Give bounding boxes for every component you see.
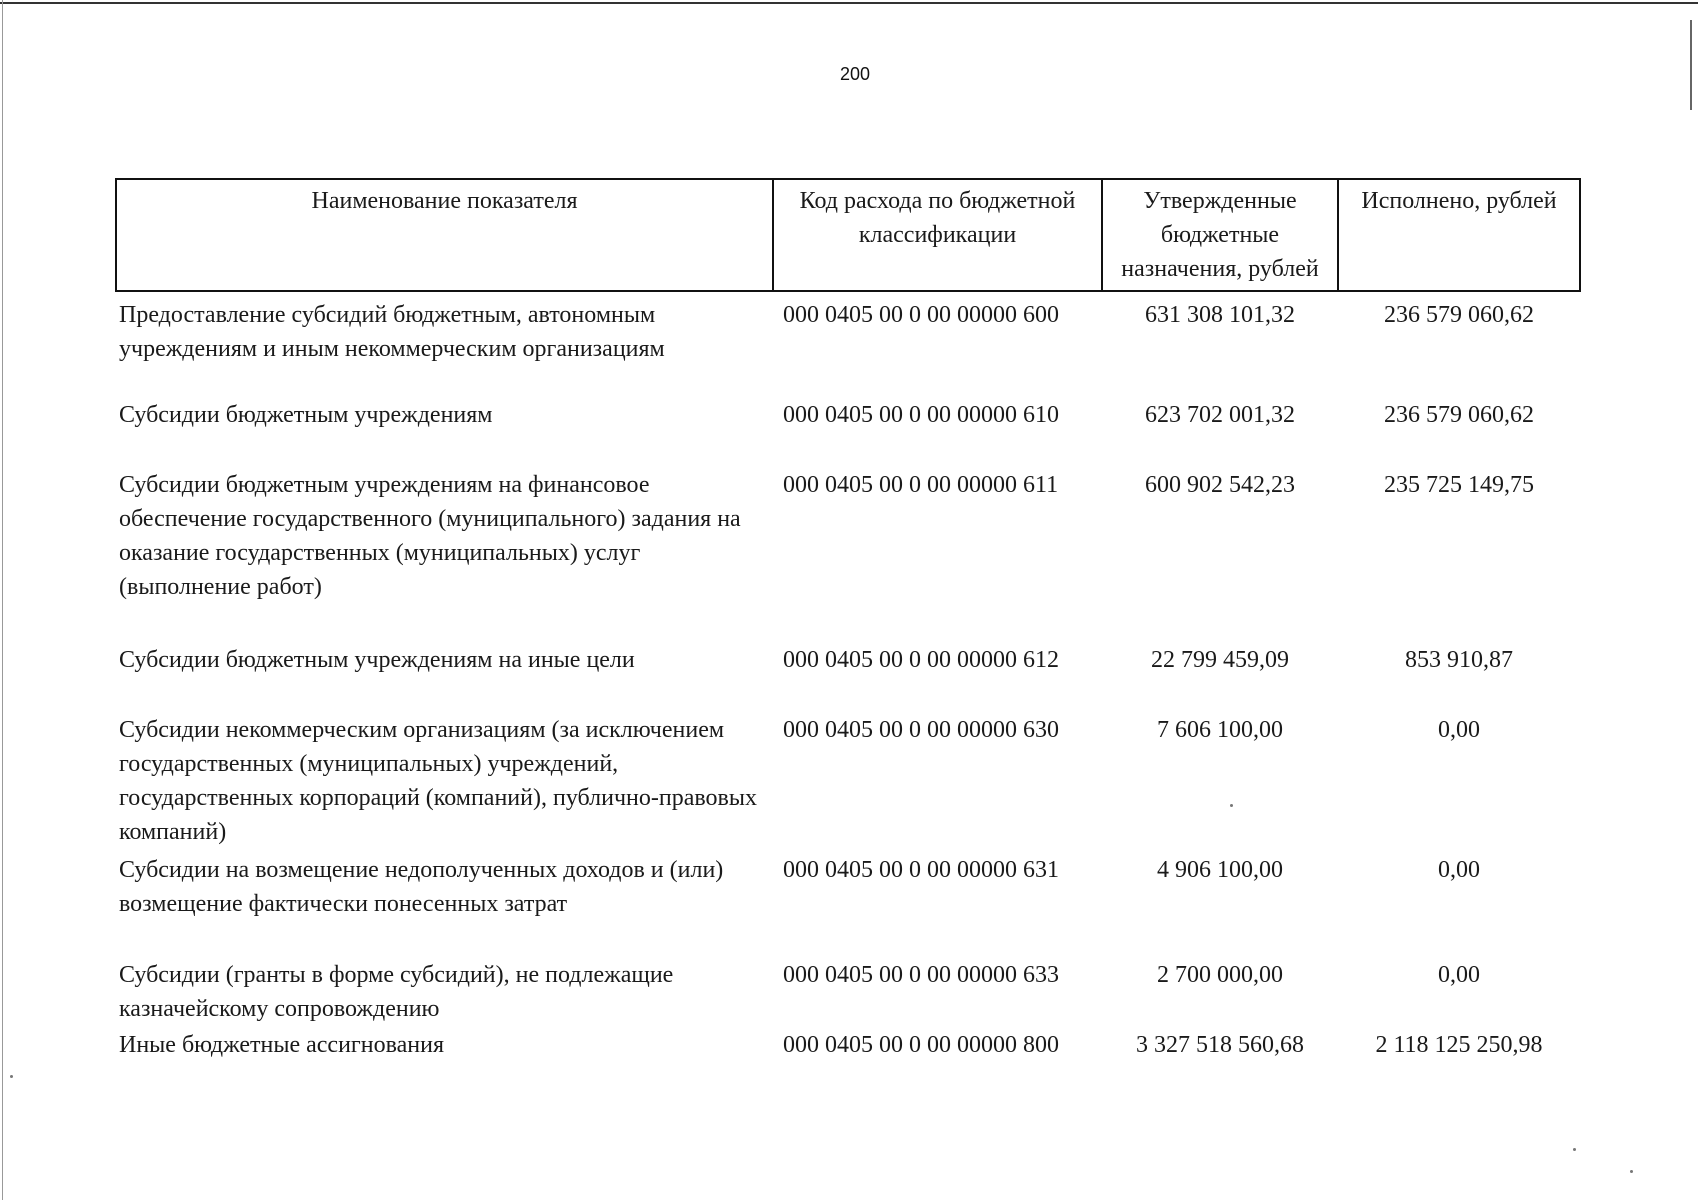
page-number: 200: [839, 64, 871, 84]
header-approved: Утвержденные бюджетные назначения, рублей: [1102, 179, 1338, 291]
row-code: 000 0405 00 0 00 00000 630: [783, 717, 1059, 743]
table-row: [116, 468, 1580, 643]
row-executed: 0,00: [1438, 857, 1480, 883]
scan-speck: [10, 1075, 13, 1078]
row-approved: 22 799 459,09: [1151, 647, 1289, 673]
header-name: Наименование показателя: [116, 179, 773, 291]
scan-speck: [1573, 1148, 1576, 1151]
table-row: [116, 643, 1580, 713]
row-code: 000 0405 00 0 00 00000 633: [783, 962, 1059, 988]
table-row: [116, 1028, 1580, 1068]
header-code: Код расхода по бюджетной классификации: [773, 179, 1102, 291]
row-code: 000 0405 00 0 00 00000 600: [783, 302, 1059, 328]
row-name: Субсидии бюджетным учреждениям на иные цели: [119, 647, 635, 673]
row-name: Субсидии на возмещение недополученных доходов и (или) возмещение фактически понесенных затрат: [119, 857, 724, 917]
row-name: Субсидии (гранты в форме субсидий), не подлежащие казначейскому сопровождению: [119, 962, 674, 1022]
scan-speck: [1230, 804, 1233, 807]
row-approved: 2 700 000,00: [1157, 962, 1283, 988]
row-executed: 2 118 125 250,98: [1375, 1032, 1543, 1058]
row-executed: 853 910,87: [1405, 647, 1513, 673]
top-border-line: [0, 2, 1698, 4]
row-approved: 3 327 518 560,68: [1136, 1032, 1304, 1058]
row-executed: 236 579 060,62: [1384, 402, 1534, 428]
row-name: Субсидии бюджетным учреждениям: [119, 402, 493, 428]
row-code: 000 0405 00 0 00 00000 610: [783, 402, 1059, 428]
table-row: [116, 398, 1580, 468]
table-row: [116, 291, 1580, 398]
left-border-line: [2, 0, 3, 1200]
table-row: [116, 713, 1580, 853]
row-approved: 4 906 100,00: [1157, 857, 1283, 883]
row-name: Субсидии некоммерческим организациям (за исключением государственных (муниципальных) учреждений, государственных корпораций (компаний), публично-правовых компаний): [119, 717, 757, 845]
row-name: Иные бюджетные ассигнования: [119, 1032, 444, 1058]
row-code: 000 0405 00 0 00 00000 611: [783, 472, 1059, 498]
row-approved: 600 902 542,23: [1145, 472, 1295, 498]
row-executed: 235 725 149,75: [1384, 472, 1534, 498]
row-executed: 0,00: [1438, 717, 1480, 743]
row-code: 000 0405 00 0 00 00000 800: [783, 1032, 1059, 1058]
table-header-row: [116, 179, 1580, 291]
scan-edge-mark: [1690, 20, 1692, 110]
row-name: Предоставление субсидий бюджетным, автономным учреждениям и иным некоммерческим организациям: [119, 302, 665, 362]
row-executed: 236 579 060,62: [1384, 302, 1534, 328]
scan-speck: [1630, 1170, 1633, 1173]
row-name: Субсидии бюджетным учреждениям на финансовое обеспечение государственного (муниципального) задания на оказание государственных (муниципальных) услуг (выполнение работ): [119, 472, 741, 600]
row-code: 000 0405 00 0 00 00000 612: [783, 647, 1059, 673]
row-code: 000 0405 00 0 00 00000 631: [783, 857, 1059, 883]
header-executed: Исполнено, рублей: [1338, 179, 1580, 291]
table-row: [116, 958, 1580, 1028]
row-approved: 623 702 001,32: [1145, 402, 1295, 428]
row-approved: 7 606 100,00: [1157, 717, 1283, 743]
budget-table: [115, 178, 1581, 1068]
row-executed: 0,00: [1438, 962, 1480, 988]
table-row: [116, 853, 1580, 958]
row-approved: 631 308 101,32: [1145, 302, 1295, 328]
